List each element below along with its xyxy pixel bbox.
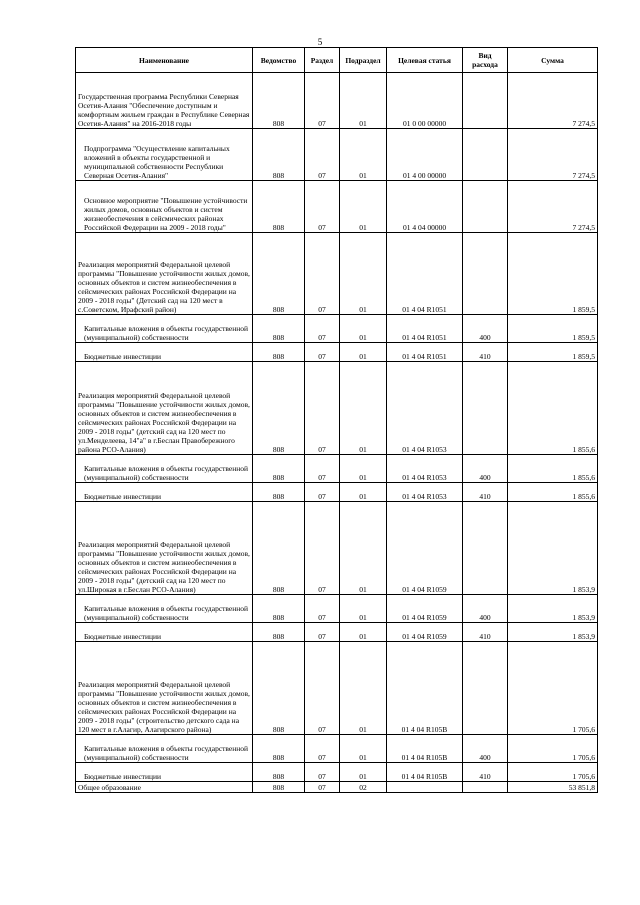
- cell-expense-type: [463, 362, 508, 455]
- cell-amount: 1 853,9: [508, 502, 598, 595]
- cell-target: 01 4 04 R1053: [387, 362, 463, 455]
- cell-dept: 808: [253, 233, 305, 315]
- row-name-text: Государственная программа Республики Северная Осетия-Алания "Обеспечение доступным и комфортным жильем граждан в Республике Северная Осетия-Алания" на 2016-2018 годы: [78, 92, 250, 128]
- cell-amount: 7 274,5: [508, 181, 598, 233]
- row-name-text: Подпрограмма "Осуществление капитальных вложений в объекты государственной и муниципальной собственности Республики Северная Осетия-Алания": [84, 144, 230, 180]
- cell-section: 07: [305, 343, 340, 362]
- cell-subsection: 01: [340, 181, 387, 233]
- page-number: 5: [317, 37, 323, 47]
- header-target: Целевая статья: [387, 48, 463, 73]
- row-name-text: Капитальные вложения в объекты государственной (муниципальной) собственности: [84, 464, 249, 482]
- header-subsection: Подраздел: [340, 48, 387, 73]
- table-row: [76, 782, 598, 793]
- cell-dept: 808: [253, 642, 305, 735]
- cell-subsection: 01: [340, 502, 387, 595]
- cell-name: [76, 763, 253, 782]
- cell-dept: 808: [253, 595, 305, 623]
- table-row: [76, 362, 598, 455]
- cell-target: 01 4 04 R1059: [387, 595, 463, 623]
- cell-expense-type: 400: [463, 315, 508, 343]
- cell-dept: 808: [253, 73, 305, 129]
- cell-name: [76, 181, 253, 233]
- table-row: [76, 315, 598, 343]
- cell-target: 01 4 04 R105В: [387, 763, 463, 782]
- cell-expense-type: 410: [463, 343, 508, 362]
- cell-subsection: 01: [340, 595, 387, 623]
- row-name-text: Реализация мероприятий Федеральной целевой программы "Повышение устойчивости жилых домов, основных объектов и систем жизнеобеспечения в сейсмических районах Российской Федерации на 2009 - 2018 годы" (детский сад на 120 мест по ул.Менделеева, 14"а" в г.Беслан Правобережного района РСО-Алания): [78, 391, 250, 454]
- cell-expense-type: 410: [463, 623, 508, 642]
- cell-amount: 1 853,9: [508, 595, 598, 623]
- cell-dept: 808: [253, 455, 305, 483]
- table-row: [76, 642, 598, 735]
- cell-dept: 808: [253, 502, 305, 595]
- cell-amount: 1 859,5: [508, 233, 598, 315]
- cell-target: 01 4 04 R1059: [387, 502, 463, 595]
- cell-subsection: 01: [340, 343, 387, 362]
- row-name-text: Бюджетные инвестиции: [84, 352, 161, 361]
- cell-amount: 1 859,5: [508, 315, 598, 343]
- cell-section: 07: [305, 595, 340, 623]
- cell-expense-type: [463, 642, 508, 735]
- cell-name: [76, 642, 253, 735]
- cell-expense-type: [463, 129, 508, 181]
- cell-expense-type: 410: [463, 483, 508, 502]
- cell-subsection: 01: [340, 233, 387, 315]
- cell-subsection: 01: [340, 735, 387, 763]
- cell-target: 01 4 04 R1051: [387, 315, 463, 343]
- cell-amount: 53 851,8: [508, 782, 598, 793]
- cell-name: [76, 233, 253, 315]
- cell-section: 07: [305, 455, 340, 483]
- cell-subsection: 01: [340, 642, 387, 735]
- cell-expense-type: [463, 233, 508, 315]
- row-name-text: Основное мероприятие "Повышение устойчивости жилых домов, основных объектов и систем жизнеобеспечения в сейсмических районах Российской Федерации на 2009 - 2018 годы": [84, 196, 248, 232]
- table-row: [76, 343, 598, 362]
- table-row: [76, 233, 598, 315]
- cell-target: 01 4 04 R1053: [387, 483, 463, 502]
- cell-section: 07: [305, 129, 340, 181]
- cell-expense-type: [463, 502, 508, 595]
- cell-name: [76, 362, 253, 455]
- row-name-text: Капитальные вложения в объекты государственной (муниципальной) собственности: [84, 604, 249, 622]
- cell-subsection: 02: [340, 782, 387, 793]
- cell-subsection: 01: [340, 483, 387, 502]
- cell-subsection: 01: [340, 623, 387, 642]
- cell-target: 01 4 04 00000: [387, 181, 463, 233]
- table-row: [76, 455, 598, 483]
- cell-amount: 1 855,6: [508, 362, 598, 455]
- cell-target: 01 4 00 00000: [387, 129, 463, 181]
- cell-subsection: 01: [340, 73, 387, 129]
- header-dept: Ведомство: [253, 48, 305, 73]
- budget-table: [75, 47, 598, 793]
- cell-section: 07: [305, 502, 340, 595]
- table-row: [76, 595, 598, 623]
- row-name-text: Общее образование: [78, 783, 141, 792]
- header-amount: Сумма: [508, 48, 598, 73]
- row-name-text: Бюджетные инвестиции: [84, 632, 161, 641]
- header-section: Раздел: [305, 48, 340, 73]
- table-row: [76, 763, 598, 782]
- cell-section: 07: [305, 623, 340, 642]
- row-name-text: Реализация мероприятий Федеральной целевой программы "Повышение устойчивости жилых домов, основных объектов и систем жизнеобеспечения в сейсмических районах Российской Федерации на 2009 - 2018 годы" (Детский сад на 120 мест в с.Советском, Ирафский район): [78, 260, 250, 314]
- cell-section: 07: [305, 782, 340, 793]
- cell-target: 01 4 04 R1051: [387, 233, 463, 315]
- cell-dept: 808: [253, 343, 305, 362]
- cell-amount: 1 859,5: [508, 343, 598, 362]
- header-expense-type: Вид расхода: [463, 48, 508, 73]
- row-name-text: Бюджетные инвестиции: [84, 772, 161, 781]
- table-row: [76, 623, 598, 642]
- cell-target: 01 4 04 R105В: [387, 735, 463, 763]
- cell-amount: 1 705,6: [508, 642, 598, 735]
- cell-dept: 808: [253, 315, 305, 343]
- cell-amount: 7 274,5: [508, 129, 598, 181]
- cell-subsection: 01: [340, 315, 387, 343]
- cell-name: [76, 782, 253, 793]
- table-row: [76, 181, 598, 233]
- cell-target: 01 4 04 R1059: [387, 623, 463, 642]
- cell-section: 07: [305, 483, 340, 502]
- cell-name: [76, 502, 253, 595]
- cell-amount: 1 855,6: [508, 455, 598, 483]
- table-row: [76, 735, 598, 763]
- cell-section: 07: [305, 642, 340, 735]
- cell-dept: 808: [253, 181, 305, 233]
- cell-amount: 1 705,6: [508, 763, 598, 782]
- cell-dept: 808: [253, 483, 305, 502]
- row-name-text: Бюджетные инвестиции: [84, 492, 161, 501]
- cell-dept: 808: [253, 129, 305, 181]
- row-name-text: Реализация мероприятий Федеральной целевой программы "Повышение устойчивости жилых домов, основных объектов и систем жизнеобеспечения в сейсмических районах Российской Федерации на 2009 - 2018 годы" (детский сад на 120 мест по ул.Широкая в г.Беслан РСО-Алания): [78, 540, 250, 594]
- cell-name: [76, 483, 253, 502]
- cell-expense-type: 410: [463, 763, 508, 782]
- cell-name: [76, 315, 253, 343]
- cell-name: [76, 735, 253, 763]
- table-row: [76, 73, 598, 129]
- cell-section: 07: [305, 362, 340, 455]
- table-row: [76, 502, 598, 595]
- cell-target: 01 4 04 R1051: [387, 343, 463, 362]
- cell-subsection: 01: [340, 362, 387, 455]
- table-header-row: [76, 48, 598, 73]
- cell-subsection: 01: [340, 763, 387, 782]
- cell-section: 07: [305, 73, 340, 129]
- cell-section: 07: [305, 763, 340, 782]
- cell-expense-type: 400: [463, 595, 508, 623]
- cell-section: 07: [305, 181, 340, 233]
- row-name-text: Реализация мероприятий Федеральной целевой программы "Повышение устойчивости жилых домов, основных объектов и систем жизнеобеспечения в сейсмических районах Российской Федерации на 2009 - 2018 годы" (строительство детского сада на 120 мест в г.Алагир, Алагирского района): [78, 680, 250, 734]
- cell-dept: 808: [253, 782, 305, 793]
- cell-amount: 1 705,6: [508, 735, 598, 763]
- cell-name: [76, 73, 253, 129]
- cell-amount: 7 274,5: [508, 73, 598, 129]
- cell-expense-type: 400: [463, 455, 508, 483]
- cell-name: [76, 129, 253, 181]
- cell-dept: 808: [253, 763, 305, 782]
- row-name-text: Капитальные вложения в объекты государственной (муниципальной) собственности: [84, 324, 249, 342]
- cell-target: [387, 782, 463, 793]
- cell-section: 07: [305, 735, 340, 763]
- row-name-text: Капитальные вложения в объекты государственной (муниципальной) собственности: [84, 744, 249, 762]
- cell-name: [76, 595, 253, 623]
- cell-section: 07: [305, 315, 340, 343]
- cell-amount: 1 853,9: [508, 623, 598, 642]
- cell-section: 07: [305, 233, 340, 315]
- cell-name: [76, 343, 253, 362]
- cell-target: 01 4 04 R1053: [387, 455, 463, 483]
- cell-target: 01 0 00 00000: [387, 73, 463, 129]
- cell-dept: 808: [253, 623, 305, 642]
- cell-subsection: 01: [340, 455, 387, 483]
- cell-name: [76, 455, 253, 483]
- table-row: [76, 129, 598, 181]
- cell-amount: 1 855,6: [508, 483, 598, 502]
- cell-name: [76, 623, 253, 642]
- cell-dept: 808: [253, 362, 305, 455]
- cell-expense-type: [463, 181, 508, 233]
- cell-expense-type: [463, 782, 508, 793]
- cell-target: 01 4 04 R105В: [387, 642, 463, 735]
- header-name: Наименование: [76, 48, 253, 73]
- cell-subsection: 01: [340, 129, 387, 181]
- table-row: [76, 483, 598, 502]
- cell-expense-type: [463, 73, 508, 129]
- cell-dept: 808: [253, 735, 305, 763]
- cell-expense-type: 400: [463, 735, 508, 763]
